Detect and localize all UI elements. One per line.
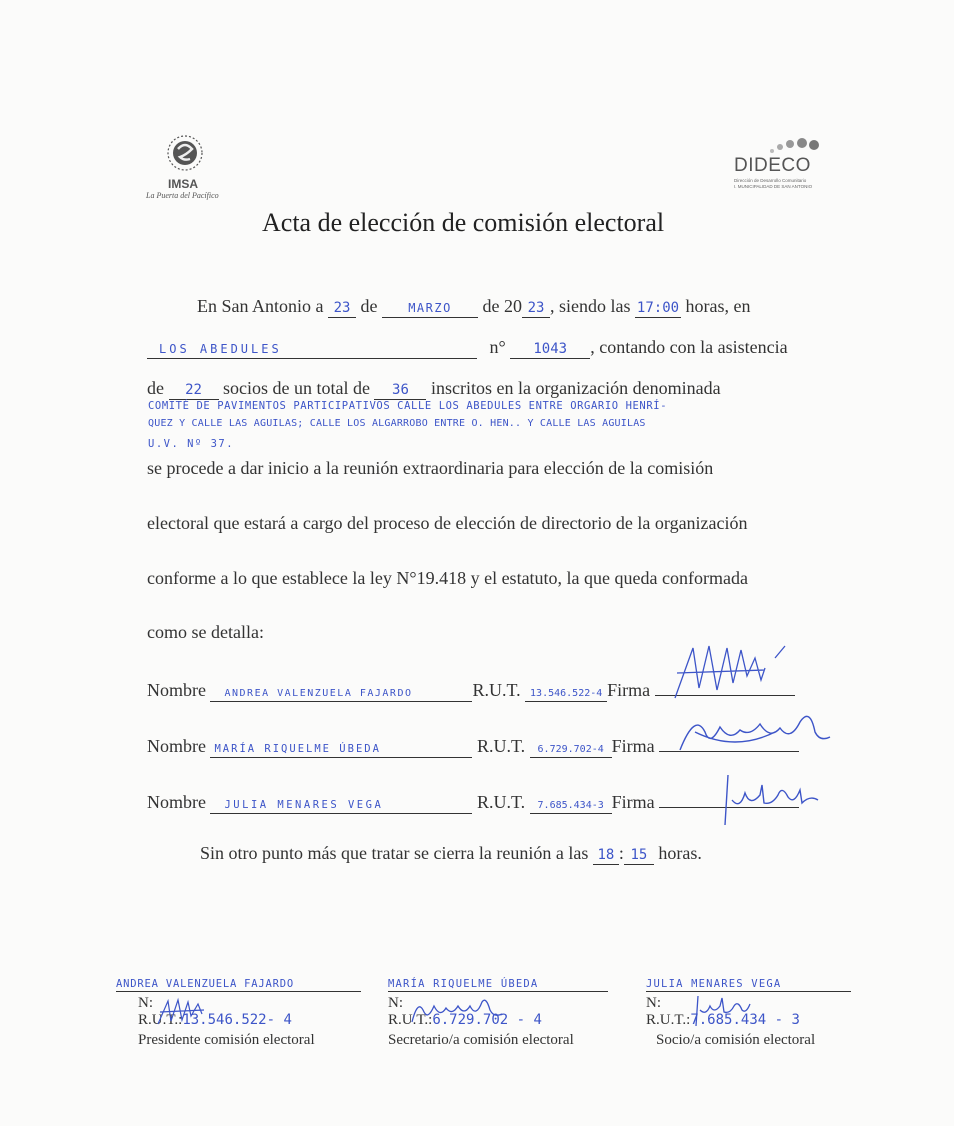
closing-hour: 18 bbox=[597, 847, 615, 863]
footer-rut-label: R.U.T.: bbox=[138, 1012, 183, 1028]
paragraph-line-3: conforme a lo que establece la ley N°19.418 y el estatuto, la que queda conformada bbox=[147, 568, 748, 588]
hour-field bbox=[635, 296, 681, 318]
signature-maria bbox=[675, 702, 845, 767]
firma-label: Firma bbox=[611, 736, 655, 756]
member-rut: 13.546.522-4 bbox=[530, 688, 603, 699]
intro-text-4: , siendo las bbox=[550, 296, 631, 316]
signature-julia bbox=[710, 765, 840, 830]
footer-name: ANDREA VALENZUELA FAJARDO bbox=[116, 978, 361, 992]
year-field bbox=[522, 296, 550, 318]
member-row bbox=[147, 789, 799, 814]
street-number-value: 1043 bbox=[533, 341, 568, 357]
nombre-label: Nombre bbox=[147, 680, 206, 700]
footer-n-label: N: bbox=[138, 995, 153, 1011]
footer-block-member bbox=[646, 978, 856, 1049]
closing-text-2: horas. bbox=[658, 843, 702, 863]
intro-text-7: , contando con la asistencia bbox=[590, 337, 788, 357]
member-rut-field bbox=[525, 680, 607, 702]
intro-text-2: de bbox=[360, 296, 378, 316]
member-rut-field bbox=[530, 736, 612, 758]
footer-rut-value: 13.546.522- 4 bbox=[182, 1012, 292, 1028]
footer-signature bbox=[156, 996, 216, 1031]
rut-label: R.U.T. bbox=[476, 736, 526, 756]
footer-role: Presidente comisión electoral bbox=[138, 1032, 315, 1048]
footer-block-president bbox=[116, 978, 361, 1049]
total-value: 36 bbox=[392, 382, 409, 398]
firma-label: Firma bbox=[607, 680, 651, 700]
dideco-name: DIDECO bbox=[734, 155, 811, 176]
page-title: Acta de elección de comisión electoral bbox=[262, 208, 665, 237]
dideco-logo bbox=[732, 135, 842, 195]
footer-role: Secretario/a comisión electoral bbox=[388, 1032, 574, 1048]
nombre-label: Nombre bbox=[147, 792, 206, 812]
imsa-tagline: La Puerta del Pacífico bbox=[146, 191, 219, 200]
intro-line-3 bbox=[147, 378, 721, 400]
footer-name: MARÍA RIQUELME ÚBEDA bbox=[388, 978, 608, 992]
footer-name: JULIA MENARES VEGA bbox=[646, 978, 851, 992]
member-name-field bbox=[210, 792, 472, 814]
intro-text-3: de 20 bbox=[482, 296, 522, 316]
dideco-subtitle-2: I. MUNICIPALIDAD DE SAN ANTONIO bbox=[734, 184, 813, 189]
intro-text-5: horas, en bbox=[685, 296, 751, 316]
footer-rut-label: R.U.T.: bbox=[388, 1012, 433, 1028]
member-name: ANDREA VALENZUELA FAJARDO bbox=[224, 688, 413, 699]
dideco-subtitle-1: Dirección de Desarrollo Comunitario bbox=[734, 178, 807, 183]
footer-rut-value: 7.685.434 - 3 bbox=[690, 1012, 800, 1028]
member-name-field bbox=[210, 736, 472, 758]
signature-andrea bbox=[665, 628, 815, 713]
month-value: MARZO bbox=[408, 301, 452, 315]
closing-minute-field bbox=[624, 843, 654, 865]
day-value: 23 bbox=[333, 300, 351, 316]
closing-line: Sin otro punto más que tratar se cierra la reunión a las 18 : 15 horas. bbox=[200, 843, 702, 863]
year-value: 23 bbox=[527, 300, 545, 316]
paragraph-line-2: electoral que estará a cargo del proceso de elección de directorio de la organización bbox=[147, 513, 748, 533]
footer-role: Socio/a comisión electoral bbox=[656, 1032, 816, 1048]
footer-n-label: N: bbox=[646, 995, 661, 1011]
street-number-field bbox=[510, 337, 590, 359]
member-rut-field bbox=[530, 792, 612, 814]
intro-line-2 bbox=[147, 337, 788, 359]
firma-label: Firma bbox=[611, 792, 655, 812]
paragraph-line-1: se procede a dar inicio a la reunión extraordinaria para elección de la comisión bbox=[147, 458, 714, 478]
imsa-name: IMSA bbox=[168, 177, 198, 191]
intro-text-6: n° bbox=[489, 337, 506, 357]
closing-hour-field bbox=[593, 843, 619, 865]
rut-label: R.U.T. bbox=[476, 792, 526, 812]
attendees-value: 22 bbox=[185, 382, 202, 398]
month-field bbox=[382, 296, 478, 318]
footer-rut-label: R.U.T.: bbox=[646, 1012, 691, 1028]
intro-text-1: En San Antonio a bbox=[197, 296, 324, 316]
closing-text-1: Sin otro punto más que tratar se cierra la reunión a las bbox=[200, 843, 589, 863]
member-name: JULIA MENARES VEGA bbox=[224, 799, 384, 811]
intro-text-10: inscritos en la organización denominada bbox=[430, 378, 721, 398]
footer-n-label: N: bbox=[388, 995, 403, 1011]
intro-line-1 bbox=[197, 296, 750, 318]
rut-label: R.U.T. bbox=[472, 680, 521, 700]
imsa-logo bbox=[140, 125, 235, 205]
hour-value: 17:00 bbox=[636, 300, 680, 316]
member-name-field bbox=[210, 680, 472, 702]
footer-rut-value: 6.729.702 - 4 bbox=[432, 1012, 542, 1028]
street-field bbox=[147, 337, 477, 359]
nombre-label: Nombre bbox=[147, 736, 206, 756]
member-rut: 7.685.434-3 bbox=[537, 800, 604, 811]
org-name-line-3: U.V. Nº 37. bbox=[148, 438, 235, 450]
member-rut: 6.729.702-4 bbox=[537, 744, 604, 755]
attendees-field bbox=[169, 378, 219, 400]
intro-text-8: de bbox=[147, 378, 164, 398]
footer-signature bbox=[692, 992, 762, 1031]
footer-block-secretary bbox=[388, 978, 608, 1049]
member-name: MARÍA RIQUELME ÚBEDA bbox=[214, 743, 381, 755]
day-field bbox=[328, 296, 356, 318]
intro-text-9: socios de un total de bbox=[223, 378, 370, 398]
org-name-line-2: QUEZ Y CALLE LAS AGUILAS; CALLE LOS ALGARROBO ENTRE O. HEN.. Y CALLE LAS AGUILAS bbox=[148, 418, 646, 429]
org-name-line-1: COMITÉ DE PAVIMENTOS PARTICIPATIVOS CALLE LOS ABEDULES ENTRE ORGARIO HENRÍ- bbox=[148, 400, 668, 412]
closing-minute: 15 bbox=[630, 847, 648, 863]
street-value: LOS ABEDULES bbox=[159, 342, 282, 356]
paragraph-line-4: como se detalla: bbox=[147, 622, 264, 642]
footer-signature bbox=[410, 994, 520, 1029]
total-field bbox=[374, 378, 426, 400]
